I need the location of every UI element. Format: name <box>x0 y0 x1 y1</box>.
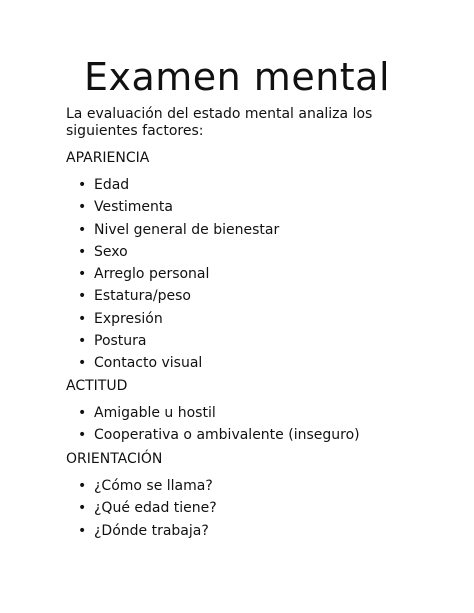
list-item <box>66 478 217 500</box>
list-item <box>66 355 279 377</box>
list-item <box>66 523 217 545</box>
list-item <box>66 288 279 310</box>
bullet-icon: • <box>78 243 87 260</box>
bullet-icon: • <box>78 405 87 421</box>
bullet-icon: • <box>78 310 87 327</box>
list-item <box>66 500 217 522</box>
list-item-label: Estatura/peso <box>94 288 191 305</box>
bullet-icon: • <box>78 333 87 350</box>
list-item-label: Arreglo personal <box>94 266 210 283</box>
list-item <box>66 405 360 427</box>
list-item-label: Cooperativa o ambivalente (inseguro) <box>94 427 360 444</box>
list-item-label: Edad <box>94 177 130 193</box>
list-item <box>66 311 279 333</box>
bullet-icon: • <box>78 266 87 283</box>
bullet-icon: • <box>78 522 87 539</box>
section-heading-orientacion: ORIENTACIÓN <box>66 451 163 467</box>
bullet-icon: • <box>78 177 87 193</box>
bullet-icon: • <box>78 478 87 494</box>
list-item-label: Vestimenta <box>94 199 173 216</box>
list-item-label: Sexo <box>94 243 128 260</box>
section-heading-actitud: ACTITUD <box>66 378 128 394</box>
bullet-icon: • <box>78 199 87 216</box>
orientacion-list <box>66 478 217 545</box>
list-item-label: Contacto visual <box>94 355 203 372</box>
list-item-label: ¿Dónde trabaja? <box>94 522 209 539</box>
list-item-label: ¿Cómo se llama? <box>94 478 213 494</box>
list-item <box>66 266 279 288</box>
bullet-icon: • <box>78 355 87 372</box>
list-item-label: Postura <box>94 333 147 350</box>
list-item <box>66 222 279 244</box>
apariencia-list <box>66 177 279 378</box>
list-item <box>66 199 279 221</box>
list-item <box>66 333 279 355</box>
section-heading-apariencia: APARIENCIA <box>66 150 150 166</box>
list-item <box>66 177 279 199</box>
list-item-label: Nivel general de bienestar <box>94 221 280 238</box>
actitud-list <box>66 405 360 450</box>
list-item-label: ¿Qué edad tiene? <box>94 500 217 517</box>
document-title: Examen mental <box>83 55 391 99</box>
bullet-icon: • <box>78 427 87 444</box>
bullet-icon: • <box>78 500 87 517</box>
list-item-label: Expresión <box>94 310 163 327</box>
bullet-icon: • <box>78 288 87 305</box>
bullet-icon: • <box>78 221 87 238</box>
list-item-label: Amigable u hostil <box>94 405 216 421</box>
list-item <box>66 427 360 449</box>
intro-paragraph: La evaluación del estado mental analiza los siguientes factores: <box>66 106 373 139</box>
list-item <box>66 244 279 266</box>
